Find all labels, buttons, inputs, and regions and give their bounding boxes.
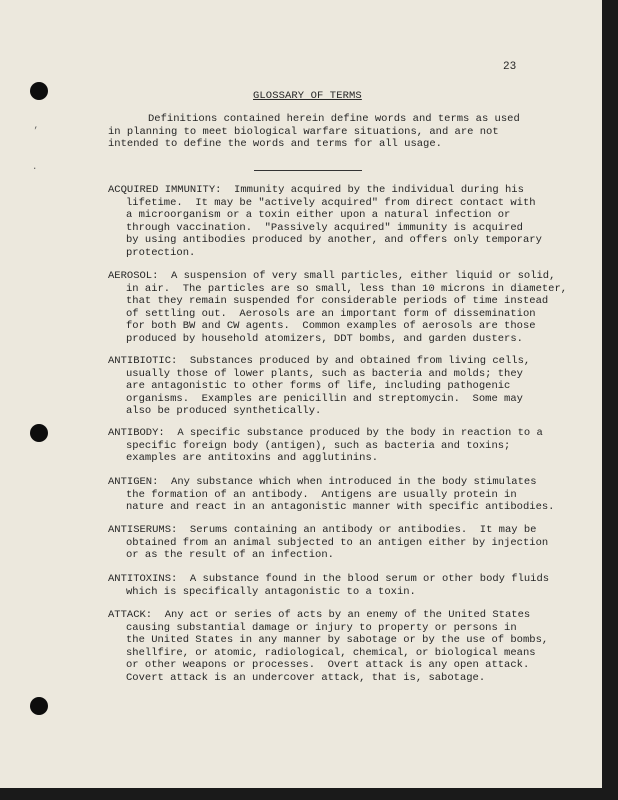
entry-line bbox=[108, 197, 563, 210]
glossary-term: ATTACK: bbox=[108, 609, 153, 621]
definition-text: that they remain suspended for considerable periods of time instead bbox=[126, 295, 549, 307]
definition-text: of settling out. Aerosols are an important form of dissemination bbox=[126, 307, 536, 320]
separator-rule bbox=[254, 170, 362, 171]
entry-first-line bbox=[108, 355, 563, 368]
definition-text: nature and react in an antagonistic manner with specific antibodies. bbox=[126, 501, 555, 513]
entry-line bbox=[108, 320, 563, 333]
entry-line bbox=[108, 295, 563, 308]
definition-text: lifetime. It may be "actively acquired" from direct contact with bbox=[126, 196, 536, 209]
definition-text: produced by household atomizers, DDT bombs, and garden dusters. bbox=[126, 332, 523, 345]
page-number: 23 bbox=[503, 61, 517, 73]
definition-text: examples are antitoxins and agglutinins. bbox=[126, 452, 379, 464]
entry-first-line bbox=[108, 476, 563, 489]
definition-text: which is specifically antagonistic to a toxin. bbox=[126, 585, 416, 598]
entry-line bbox=[108, 622, 563, 635]
entry-first-line bbox=[108, 573, 563, 586]
entry-line bbox=[108, 247, 563, 260]
glossary-entry bbox=[108, 427, 563, 465]
stray-mark: · bbox=[32, 164, 38, 174]
entry-line bbox=[108, 647, 563, 660]
entry-first-line bbox=[108, 524, 563, 537]
definition-text: Serums containing an antibody or antibodies. It may be bbox=[189, 524, 537, 536]
entry-line bbox=[108, 672, 563, 685]
glossary-term: ANTITOXINS: bbox=[108, 573, 178, 585]
glossary-entry bbox=[108, 184, 563, 259]
definition-text: shellfire, or atomic, radiological, chemical, or biological means bbox=[126, 646, 536, 659]
entry-line bbox=[108, 368, 563, 381]
definition-text: protection. bbox=[126, 246, 196, 259]
binder-hole-middle bbox=[30, 424, 48, 442]
intro-paragraph bbox=[108, 113, 538, 151]
entry-line bbox=[108, 380, 563, 393]
entry-line bbox=[108, 405, 563, 418]
entry-line bbox=[108, 222, 563, 235]
stray-mark: ’ bbox=[33, 126, 39, 136]
definition-text: A specific substance produced by the body in reaction to a bbox=[177, 427, 543, 439]
definition-text: Substances produced by and obtained from living cells, bbox=[189, 355, 531, 367]
definition-text: A suspension of very small particles, either liquid or solid, bbox=[171, 270, 556, 282]
entry-first-line bbox=[108, 427, 563, 440]
entry-line bbox=[108, 452, 563, 465]
intro-line: intended to define the words and terms for all usage. bbox=[108, 138, 442, 150]
glossary-term: ANTIGEN: bbox=[108, 476, 159, 488]
entry-line bbox=[108, 501, 563, 514]
entry-line bbox=[108, 282, 568, 296]
definition-text: Immunity acquired by the individual during his bbox=[234, 184, 524, 196]
glossary-term: ANTIBIOTIC: bbox=[108, 355, 178, 367]
glossary-term: ACQUIRED IMMUNITY: bbox=[108, 184, 222, 196]
definition-text: are antagonistic to other forms of life, including pathogenic bbox=[126, 380, 511, 392]
entry-line bbox=[108, 209, 563, 222]
definition-text: causing substantial damage or injury to property or persons in bbox=[126, 621, 517, 634]
entry-line bbox=[108, 333, 563, 346]
definition-text: specific foreign body (antigen), such as bacteria and toxins; bbox=[126, 439, 511, 452]
entry-line bbox=[108, 308, 563, 321]
entry-line bbox=[108, 586, 563, 599]
definition-text: or as the result of an infection. bbox=[126, 549, 334, 561]
definition-text: for both BW and CW agents. Common examples of aerosols are those bbox=[126, 320, 536, 332]
definition-text: or other weapons or processes. Overt attack is any open attack. bbox=[126, 659, 530, 671]
glossary-entry bbox=[108, 355, 563, 418]
entry-line bbox=[108, 634, 563, 647]
glossary-entry bbox=[108, 270, 568, 345]
entry-line bbox=[108, 537, 563, 550]
intro-line: in planning to meet biological warfare situations, and are not bbox=[108, 125, 499, 138]
definition-text: Any act or series of acts by an enemy of the United States bbox=[164, 609, 531, 621]
definition-text: the formation of an antibody. Antigens are usually protein in bbox=[126, 488, 517, 501]
entry-line bbox=[108, 393, 563, 406]
entry-line bbox=[108, 440, 563, 453]
glossary-entry bbox=[108, 609, 563, 684]
binder-hole-bottom bbox=[30, 697, 48, 715]
definition-text: the United States in any manner by sabotage or by the use of bombs, bbox=[126, 634, 549, 646]
glossary-term: ANTISERUMS: bbox=[108, 524, 178, 536]
definition-text: organisms. Examples are penicillin and streptomycin. Some may bbox=[126, 392, 523, 405]
entry-first-line bbox=[108, 270, 563, 283]
definition-text: Any substance which when introduced in the body stimulates bbox=[171, 476, 537, 488]
definition-text: A substance found in the blood serum or other body fluids bbox=[189, 573, 550, 585]
binder-hole-top bbox=[30, 82, 48, 100]
entry-first-line bbox=[108, 184, 563, 197]
entry-line bbox=[108, 549, 563, 562]
entry-line bbox=[108, 234, 563, 247]
intro-line: Definitions contained herein define words and terms as used bbox=[148, 113, 520, 125]
entry-first-line bbox=[108, 609, 563, 622]
definition-text: in air. The particles are so small, less than 10 microns in diameter, bbox=[126, 282, 568, 295]
entry-line bbox=[108, 489, 563, 502]
glossary-entry bbox=[108, 476, 563, 514]
glossary-entry bbox=[108, 573, 563, 598]
definition-text: Covert attack is an undercover attack, that is, sabotage. bbox=[126, 671, 486, 684]
glossary-entry bbox=[108, 524, 563, 562]
page-title: GLOSSARY OF TERMS bbox=[253, 90, 362, 102]
entry-line bbox=[108, 659, 563, 672]
definition-text: also be produced synthetically. bbox=[126, 405, 322, 417]
definition-text: by using antibodies produced by another, and offers only temporary bbox=[126, 234, 542, 246]
definition-text: obtained from an animal subjected to an antigen either by injection bbox=[126, 536, 549, 549]
definition-text: a microorganism or a toxin either upon a natural infection or bbox=[126, 209, 511, 221]
definition-text: usually those of lower plants, such as bacteria and molds; they bbox=[126, 367, 523, 380]
glossary-term: AEROSOL: bbox=[108, 270, 159, 282]
definition-text: through vaccination. "Passively acquired" immunity is acquired bbox=[126, 221, 523, 234]
glossary-term: ANTIBODY: bbox=[108, 427, 165, 439]
